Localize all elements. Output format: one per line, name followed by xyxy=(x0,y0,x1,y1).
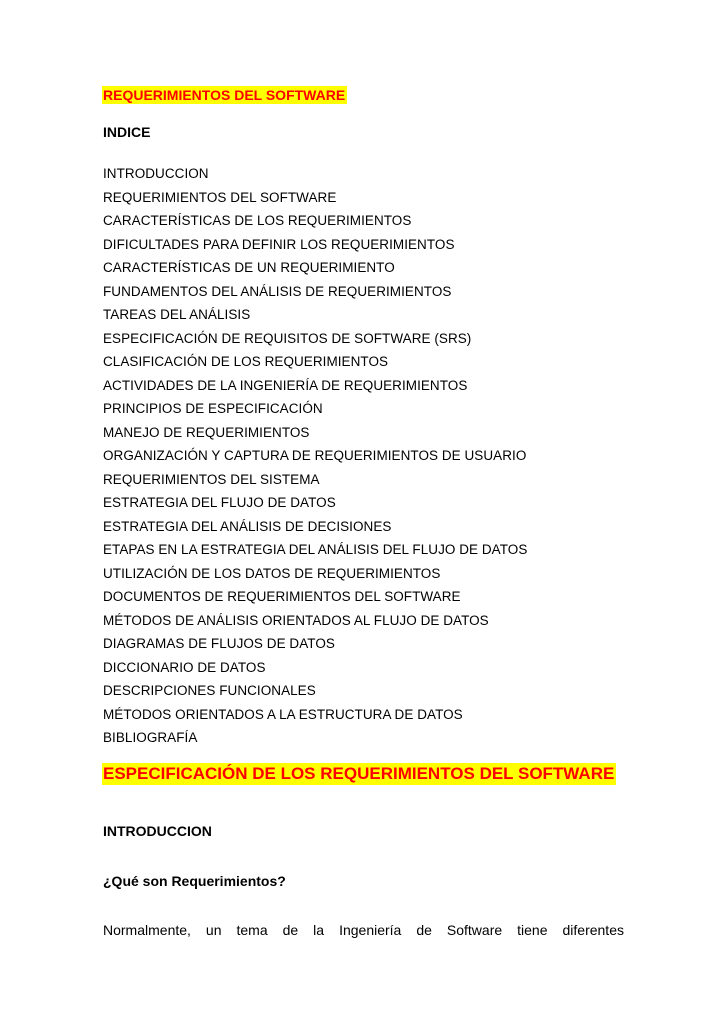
section-title: ESPECIFICACIÓN DE LOS REQUERIMIENTOS DEL SOFTWARE xyxy=(103,764,615,783)
toc-item: FUNDAMENTOS DEL ANÁLISIS DE REQUERIMIENTOS xyxy=(103,283,452,299)
toc-item: ETAPAS EN LA ESTRATEGIA DEL ANÁLISIS DEL FLUJO DE DATOS xyxy=(103,542,528,557)
toc-item: ESPECIFICACIÓN DE REQUISITOS DE SOFTWARE (SRS) xyxy=(103,330,472,346)
toc-item: ESTRATEGIA DEL FLUJO DE DATOS xyxy=(103,495,336,510)
toc-item: MÉTODOS ORIENTADOS A LA ESTRUCTURA DE DATOS xyxy=(103,706,463,722)
toc-item: MÉTODOS DE ANÁLISIS ORIENTADOS AL FLUJO DE DATOS xyxy=(103,612,489,628)
toc-item: DOCUMENTOS DE REQUERIMIENTOS DEL SOFTWARE xyxy=(103,589,461,604)
toc-item: UTILIZACIÓN DE LOS DATOS DE REQUERIMIENTOS xyxy=(103,565,441,581)
toc-item: DIAGRAMAS DE FLUJOS DE DATOS xyxy=(103,636,335,651)
toc-item: INTRODUCCION xyxy=(103,166,209,181)
toc-item: ACTIVIDADES DE LA INGENIERÍA DE REQUERIMIENTOS xyxy=(103,377,468,393)
toc-item: MANEJO DE REQUERIMIENTOS xyxy=(103,424,310,440)
toc-item: ORGANIZACIÓN Y CAPTURA DE REQUERIMIENTOS DE USUARIO xyxy=(103,448,527,463)
table-of-contents xyxy=(103,162,527,750)
introduction-heading: INTRODUCCION xyxy=(103,823,212,839)
toc-item: DIFICULTADES PARA DEFINIR LOS REQUERIMIENTOS xyxy=(103,236,455,252)
document-title: REQUERIMIENTOS DEL SOFTWARE xyxy=(103,87,346,103)
toc-item: BIBLIOGRAFÍA xyxy=(103,730,198,745)
toc-item: REQUERIMIENTOS DEL SOFTWARE xyxy=(103,189,337,205)
toc-item: REQUERIMIENTOS DEL SISTEMA xyxy=(103,471,320,487)
toc-item: CARACTERÍSTICAS DE UN REQUERIMIENTO xyxy=(103,260,395,275)
toc-item: DESCRIPCIONES FUNCIONALES xyxy=(103,683,316,698)
question-heading: ¿Qué son Requerimientos? xyxy=(103,873,286,889)
index-heading: INDICE xyxy=(103,124,151,140)
toc-item: TAREAS DEL ANÁLISIS xyxy=(103,307,251,322)
toc-item: PRINCIPIOS DE ESPECIFICACIÓN xyxy=(103,401,323,416)
toc-item: CLASIFICACIÓN DE LOS REQUERIMIENTOS xyxy=(103,354,389,369)
toc-item: DICCIONARIO DE DATOS xyxy=(103,659,266,675)
body-paragraph: Normalmente, un tema de la Ingeniería de Software tiene diferentes xyxy=(103,922,624,938)
toc-item: ESTRATEGIA DEL ANÁLISIS DE DECISIONES xyxy=(103,518,392,534)
toc-item: CARACTERÍSTICAS DE LOS REQUERIMIENTOS xyxy=(103,213,412,228)
